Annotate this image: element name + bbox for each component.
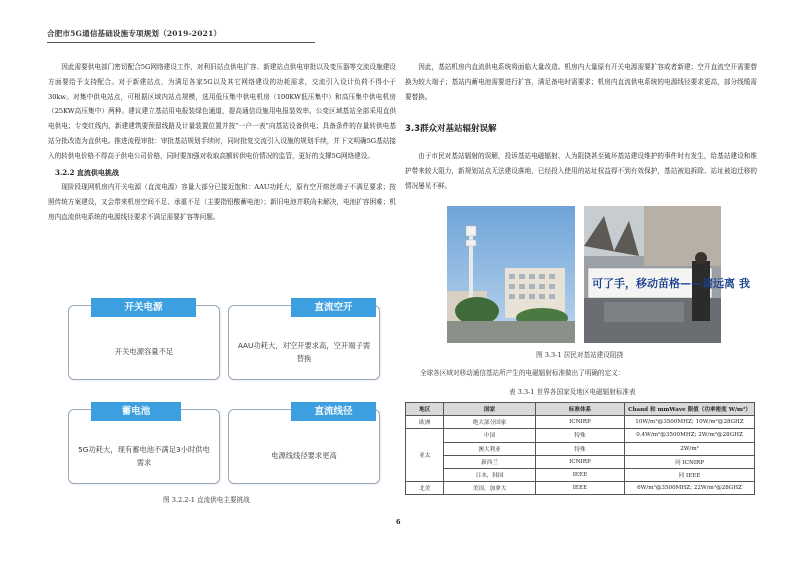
table-cell: 亚太 [406,429,444,482]
table-row [406,416,755,429]
table-cell: 10W/m²@3500MHZ; 10W/m²@28GHZ [625,416,755,429]
page-header: 合肥市5G通信基础设施专项规划（2019-2021） [47,29,222,38]
right-column [405,60,757,194]
table-cell: 特殊 [535,442,624,455]
table-cell: 日本，韩国 [444,468,535,481]
protest-banner-photo [584,206,750,343]
table-cell: 中国 [444,429,535,442]
section-heading-3-3: 3.3群众对基站辐射误解 [405,124,497,135]
table-cell: 美国，加拿大 [444,482,535,495]
challenge-box-dc-breaker [228,302,380,380]
table-cell: 欧洲 [406,416,444,429]
table-cell: 同 IEEE [625,468,755,481]
challenge-box-text: 5G功耗大，现有蓄电池不满足3小时供电需求 [78,444,210,467]
table-cell: IEEE [535,482,624,495]
base-station-photo [447,206,575,343]
page-number: 6 [396,518,401,526]
table-cell: 绝大部分国家 [444,416,535,429]
table-cell: 澳大利亚 [444,442,535,455]
table-header-cell: 国家 [444,403,535,416]
right-paragraph-1: 因此，基站机房内直流供电系统将面临大量改造。机房内大量原有开关电源需要扩容或者新建；空开直流空开需要替换为较大端子；基站内蓄电池需要进行扩容，满足备电时需要求；机房内直流供电系统的电源线径要求更高，部分线缆需要替换。 [405,63,757,101]
challenge-box-battery [68,406,220,484]
challenge-box-text: AAU功耗大，对空开要求高，空开端子需替换 [237,340,371,363]
table-cell: 新西兰 [444,455,535,468]
table-cell: 同 ICNIRP [625,455,755,468]
table-intro-text: 全球各区域对移动通信基站所产生的电磁辐射标准做出了明确的定义： [420,369,625,377]
table-row [406,429,755,442]
table-caption-3-3-1: 表 3.3-1 世界各国家及地区电磁辐射标准表 [509,388,636,396]
left-column [48,60,396,225]
header-rule [47,42,315,43]
table-row [406,482,755,495]
table-header-cell: 标准体系 [535,403,624,416]
challenge-box-dc-cable [228,406,380,484]
challenge-box-text: 电源线线径要求更高 [271,451,337,460]
table-row [406,455,755,468]
table-row [406,468,755,481]
radiation-standards-table [405,402,755,495]
table-cell: 特殊 [535,429,624,442]
challenge-box-title: 开关电源 [91,298,196,317]
table-cell: ICNIRP [535,455,624,468]
section-heading-3-2-2: 3.2.2 直流供电挑战 [55,167,119,177]
table-cell: 6W/m²@3500MHZ; 22W/m²@28GHZ [625,482,755,495]
table-header-row [406,403,755,416]
challenge-box-title: 直流空开 [291,298,376,317]
banner-text: 可了手，移动苗格——请远离 我 [592,277,750,290]
right-paragraph-2: 由于市民对基站辐射的误解，投诉基站电磁辐射、人为阻挠甚至破坏基站建设维护的事件时有发生，给基站建设和维护带来较大阻力，新规划站点无法建设落地，已经投入使用的站址权益得不到有效保护，基站被迫拆除、站址被迫迁移的情况屡见不鲜。 [405,152,757,190]
table-header-cell: 地区 [406,403,444,416]
table-cell: IEEE [535,468,624,481]
challenge-box-switching-power [68,302,220,380]
table-cell: ICNIRP [535,416,624,429]
left-paragraph-1: 因此需要供电部门密切配合5G网络建设工作，对利旧站点供电扩容、新建站点供电审批以及变压器等交流设施建设方面要给予支持配合。对于新建站点，为满足各家5G以及其它网络建设的功耗需求，交流引入设计负荷不得小于 30kw。对集中供电站点，可根据区域内站点规模，选用低压集中供电机房（100KW低压集中）和高压集中供电机房（25KW高压集中）两种。建议建立基站用电报装绿色通道，提高通信设施用电报装效率。公变区域基站全部采用直供电供电；专变红线内，新建建筑要预留线路及计量装置位置并按“一户一表”向基站设备供电；具备条件的存量转供电基站分批改造为直供电。推进流程审批：审批基站规划手续时，同时批复交流引入设施的规划手续，并下文明确5G基站接入的转供电价格不得高于供电公司价格，同时要加强对收取高额转供电价情况的监管，更好的支撑5G网络建设。 [48,63,396,160]
challenge-box-title: 直流线径 [291,402,376,421]
challenge-box-title: 蓄电池 [91,402,181,421]
left-paragraph-2: 现阶段现网机房内开关电源（直流电源）容量大部分已接近饱和：AAU功耗大，原有空开熔丝端子不满足要求；按照传统方案建设，又会带来机房空间不足、承重不足（主要指铅酸蓄电池）；新旧电池并联尚未解决，电池扩容困难；机房内直流供电系统的电源线径要求不满足需要扩容等问题。 [48,183,396,221]
table-cell: 北美 [406,482,444,495]
table-header-cell: Cband 和 mmWave 限值（功率密度 W/m²） [625,403,755,416]
dc-challenges-diagram [68,297,378,487]
table-row [406,442,755,455]
table-cell: 0.4W/m²@3500MHZ; 2W/m²@28GHZ [625,429,755,442]
figure-caption-3-2-2: 图 3.2.2-1 直流供电主要挑战 [163,496,250,504]
challenge-box-text: 开关电源容量不足 [114,347,174,356]
figure-caption-3-3-1: 图 3.3-1 居民对基站建设阻挠 [536,351,624,359]
table-cell: 2W/m² [625,442,755,455]
